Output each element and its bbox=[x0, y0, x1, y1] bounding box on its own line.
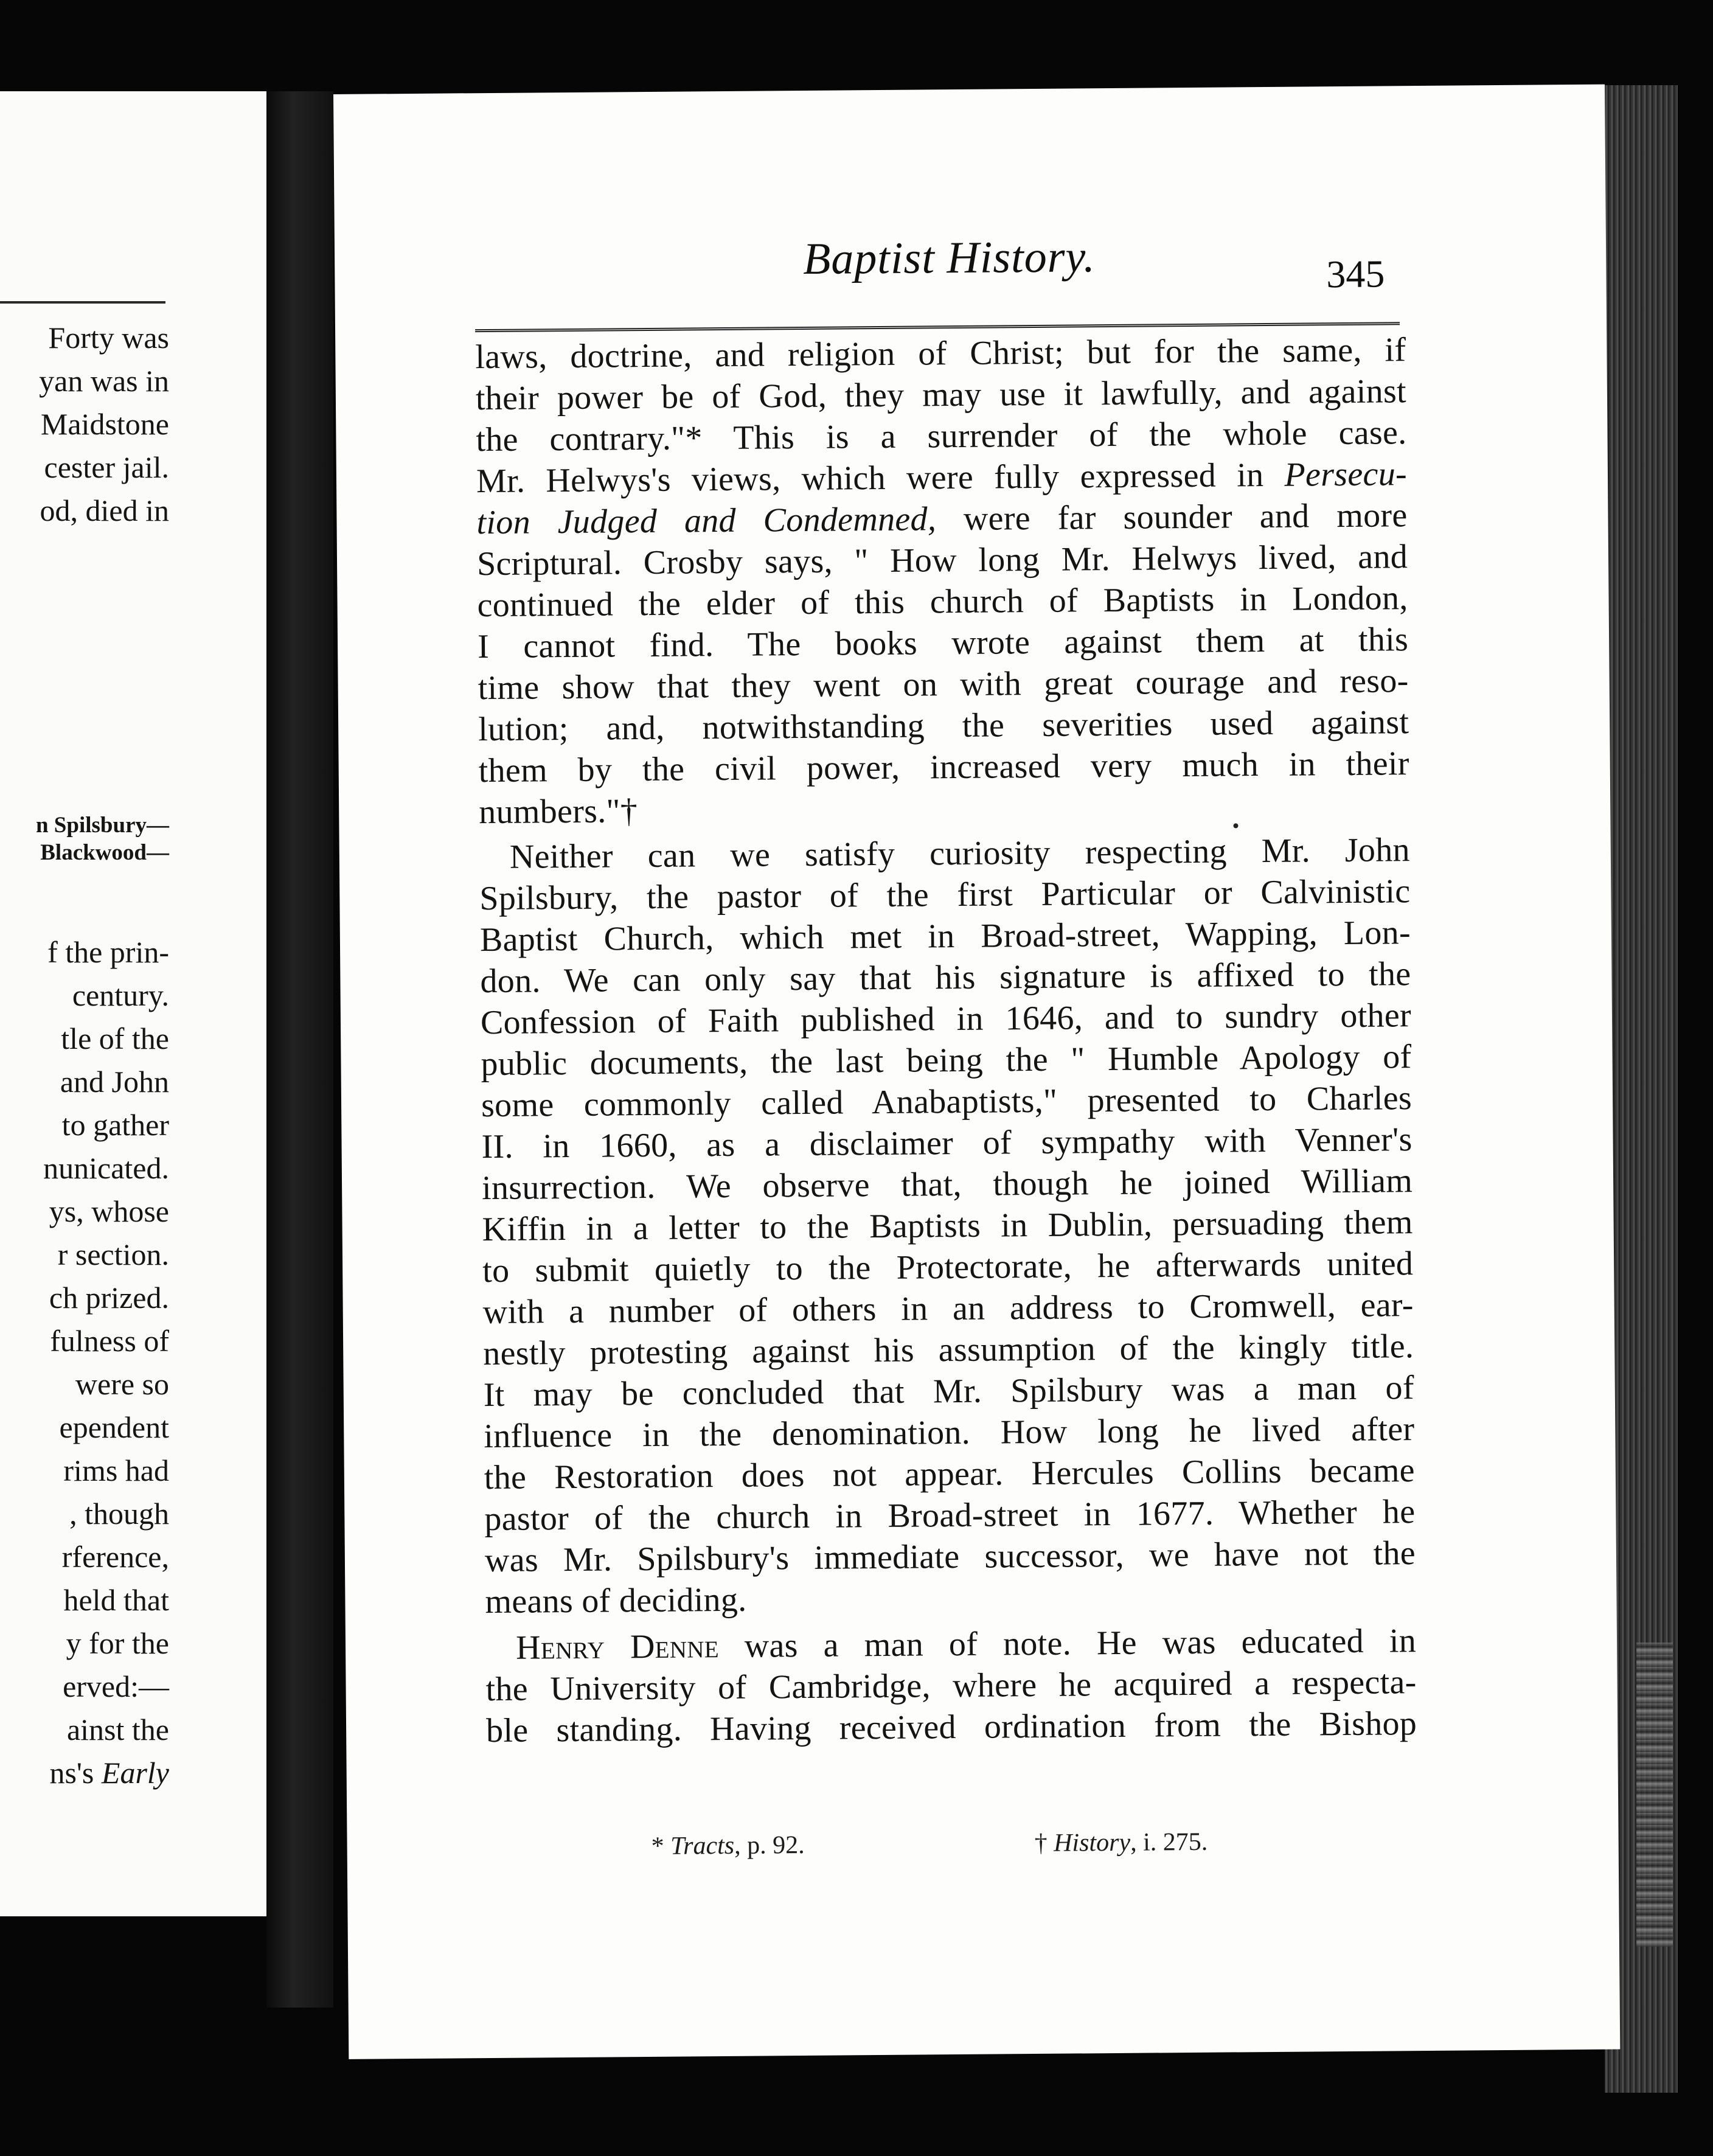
book-title-italic: tion Judged and Condemned, bbox=[476, 500, 937, 542]
text-line: numbers."† bbox=[479, 792, 638, 832]
left-text-line: Maidstone bbox=[40, 407, 169, 441]
left-text-line: to gather bbox=[61, 1108, 169, 1142]
left-text-line: century. bbox=[72, 978, 169, 1012]
text-line: their power be of God, they may use it lawfully, and against bbox=[475, 372, 1407, 418]
left-text-line bbox=[49, 1754, 169, 1791]
text-line: nestly protesting against his assumption of the kingly title. bbox=[483, 1327, 1414, 1373]
text-line bbox=[476, 495, 1407, 543]
left-text-line: held that bbox=[63, 1583, 169, 1617]
footnote-ref: , p. 92. bbox=[734, 1831, 805, 1860]
left-text-line: were so bbox=[75, 1367, 169, 1401]
text-line: Confession of Faith published in 1646, and to sundry other bbox=[480, 996, 1412, 1042]
text-line: influence in the denomination. How long he lived after bbox=[484, 1410, 1415, 1456]
book-gutter bbox=[266, 91, 333, 2008]
text-line: Spilsbury, the pastor of the first Particular or Calvinistic bbox=[479, 872, 1411, 918]
left-text-line: od, died in bbox=[40, 493, 169, 527]
running-head: Baptist History. bbox=[802, 232, 1096, 284]
footnote-tracts bbox=[651, 1831, 804, 1861]
text-line: pastor of the church in Broad-street in 1677. Whether he bbox=[484, 1493, 1416, 1539]
left-text-line: tle of the bbox=[61, 1021, 169, 1055]
text-line: means of deciding. bbox=[485, 1580, 747, 1621]
footnote-title: History bbox=[1053, 1828, 1131, 1857]
text-line: the Restoration does not appear. Hercules Collins became bbox=[484, 1452, 1416, 1497]
footnote-title: Tracts bbox=[670, 1831, 735, 1860]
left-last-line-italic: Early bbox=[101, 1756, 169, 1790]
text-line: the University of Cambridge, where he acquired a respecta- bbox=[485, 1663, 1417, 1709]
text-line: II. in 1660, as a disclaimer of sympathy with Venner's bbox=[481, 1121, 1412, 1166]
text-run: was a man of note. He was educated in bbox=[718, 1622, 1417, 1666]
book-title-italic: Persecu- bbox=[1284, 455, 1408, 494]
footnote-mark: * bbox=[651, 1832, 671, 1860]
page-edge-wear bbox=[1636, 1643, 1673, 1947]
left-last-line-prefix: ns's bbox=[49, 1756, 102, 1790]
text-line: public documents, the last being the " Humble Apology of bbox=[481, 1038, 1412, 1083]
text-line: laws, doctrine, and religion of Christ; but for the same, if bbox=[475, 331, 1406, 377]
left-text-line: erved:— bbox=[63, 1669, 169, 1703]
text-line: insurrection. We observe that, though he joined William bbox=[481, 1162, 1413, 1208]
text-line: lution; and, notwithstanding the severities used against bbox=[478, 703, 1409, 749]
left-text-line: ainst the bbox=[66, 1713, 169, 1747]
left-text-line: ys, whose bbox=[49, 1194, 169, 1228]
left-text-line: yan was in bbox=[39, 364, 169, 398]
person-name-small-caps: Henry Denne bbox=[515, 1627, 720, 1667]
paragraph-first-line: Neither can we satisfy curiosity respecting Mr. John bbox=[509, 831, 1411, 876]
text-line: don. We can only say that his signature is affixed to the bbox=[480, 955, 1411, 1001]
text-run: were far sounder and more bbox=[963, 496, 1408, 538]
left-text-line: cester jail. bbox=[44, 450, 169, 484]
text-line: Kiffin in a letter to the Baptists in Dublin, persuading them bbox=[482, 1203, 1413, 1249]
left-text-line: rference, bbox=[61, 1540, 169, 1574]
left-text-line: , though bbox=[69, 1497, 169, 1531]
footnote-mark: † bbox=[1034, 1829, 1054, 1858]
main-page bbox=[333, 85, 1620, 2059]
text-line: Scriptural. Crosby says, " How long Mr. Helwys lived, and bbox=[476, 538, 1408, 583]
left-text-line: ch prized. bbox=[49, 1281, 169, 1315]
left-facing-page bbox=[0, 91, 266, 1916]
text-run: Mr. Helwys's views, which were fully expressed in bbox=[476, 456, 1264, 501]
left-text-line: nunicated. bbox=[43, 1151, 169, 1185]
text-line: with a number of others in an address to Cromwell, ear- bbox=[482, 1286, 1414, 1332]
left-text-line: fulness of bbox=[50, 1324, 169, 1358]
left-text-line: rims had bbox=[63, 1453, 169, 1487]
left-text-line: r section. bbox=[57, 1237, 169, 1271]
left-footnote-line: Blackwood— bbox=[40, 840, 169, 865]
text-line: time show that they went on with great courage and reso- bbox=[478, 662, 1409, 708]
left-footnote-line: n Spilsbury— bbox=[35, 813, 169, 838]
footnote-history bbox=[1034, 1827, 1207, 1858]
text-line: It may be concluded that Mr. Spilsbury was a man of bbox=[483, 1369, 1414, 1414]
paragraph-first-line bbox=[516, 1620, 1416, 1669]
left-header-rule bbox=[0, 301, 165, 304]
page-number: 345 bbox=[1326, 252, 1385, 296]
print-speck bbox=[1233, 823, 1238, 828]
text-line: continued the elder of this church of Baptists in London, bbox=[477, 579, 1408, 625]
left-text-line: and John bbox=[60, 1065, 169, 1099]
left-text-line: Forty was bbox=[48, 321, 169, 355]
left-text-line: f the prin- bbox=[47, 935, 169, 969]
text-line: the contrary."* This is a surrender of the whole case. bbox=[476, 414, 1407, 459]
footnote-ref: , i. 275. bbox=[1130, 1827, 1208, 1857]
text-line: them by the civil power, increased very much in their bbox=[478, 745, 1409, 790]
left-text-line: y for the bbox=[66, 1626, 169, 1660]
text-line: I cannot find. The books wrote against them at this bbox=[477, 621, 1409, 666]
text-line: was Mr. Spilsbury's immediate successor, we have not the bbox=[484, 1534, 1416, 1580]
text-line: some commonly called Anabaptists," presented to Charles bbox=[481, 1079, 1412, 1125]
text-line: Baptist Church, which met in Broad-street, Wapping, Lon- bbox=[479, 914, 1411, 959]
left-text-line: ependent bbox=[59, 1410, 169, 1444]
text-line: ble standing. Having received ordination from the Bishop bbox=[485, 1705, 1417, 1750]
text-line: to submit quietly to the Protectorate, he afterwards united bbox=[482, 1245, 1414, 1290]
text-line bbox=[476, 453, 1407, 502]
